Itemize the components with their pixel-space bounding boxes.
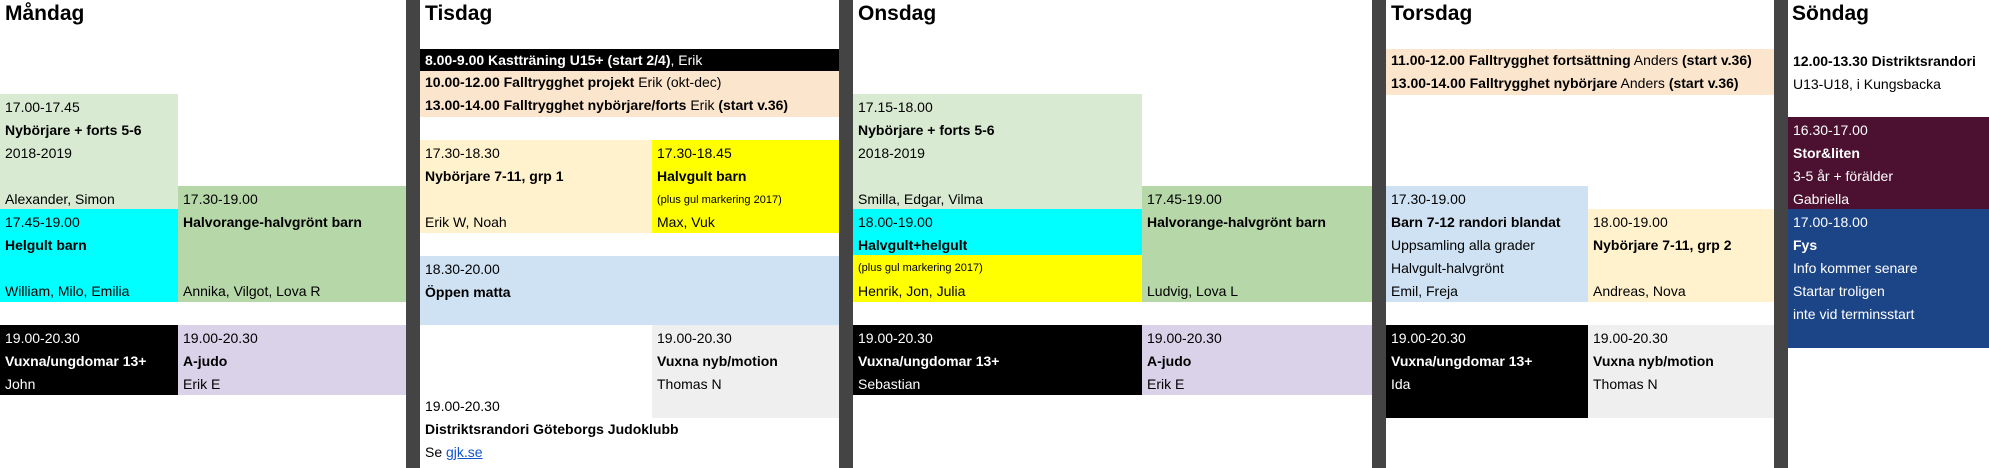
session-block: [1386, 325, 1588, 418]
session-instructors: Henrik, Jon, Julia: [858, 283, 966, 299]
session-title: Nybörjare 7-11, grp 2: [1593, 237, 1732, 253]
session-title: Vuxna/ungdomar 13+: [858, 353, 1000, 369]
session-years: 2018-2019: [5, 145, 72, 161]
session-time: 18.00-19.00: [1593, 214, 1668, 230]
session-block: [853, 94, 1142, 209]
session-row: [1386, 49, 1774, 95]
session-title: A-judo: [183, 353, 228, 369]
day-heading-tuesday: Tisdag: [425, 2, 493, 25]
session-time: 17.45-19.00: [1147, 191, 1222, 207]
session-row-start: (start v.36): [1682, 52, 1752, 68]
day-heading-wednesday: Onsdag: [858, 2, 937, 25]
session-time: 19.00-20.30: [1147, 330, 1222, 346]
session-block: [853, 255, 1142, 302]
session-instructors: Erik W, Noah: [425, 214, 507, 230]
session-info: Uppsamling alla grader: [1391, 237, 1535, 253]
session-block: [1788, 117, 1989, 209]
session-time: 17.30-18.30: [425, 145, 500, 161]
session-time: 17.30-18.45: [657, 145, 732, 161]
session-instructors: Andreas, Nova: [1593, 283, 1686, 299]
session-instructors: John: [5, 376, 36, 392]
session-block: [0, 94, 178, 209]
session-row-instructor: Anders: [1617, 75, 1669, 91]
session-info: Info kommer senare: [1793, 260, 1918, 276]
session-instructors: Alexander, Simon: [5, 191, 115, 207]
session-title: Distriktsrandori Göteborgs Judoklubb: [425, 421, 679, 437]
session-block: [420, 140, 652, 233]
session-row-title: 10.00-12.00 Falltrygghet projekt: [425, 74, 635, 90]
session-block: [178, 186, 406, 302]
session-block: [178, 325, 406, 395]
session-block: [1588, 325, 1774, 418]
session-info: inte vid terminsstart: [1793, 306, 1915, 322]
column-separator: [1774, 0, 1788, 468]
session-time: 19.00-20.30: [183, 330, 258, 346]
session-block: [1788, 49, 1989, 95]
session-row-title: 11.00-12.00 Falltrygghet fortsättning: [1391, 52, 1631, 68]
see-label: Se: [425, 444, 443, 460]
session-row: [420, 71, 839, 117]
session-time: 18.30-20.00: [425, 261, 500, 277]
session-link-line: [425, 443, 483, 461]
session-row: [420, 49, 839, 71]
column-separator: [839, 0, 853, 468]
session-info: Halvgult-halvgrönt: [1391, 260, 1504, 276]
session-block: [0, 325, 178, 395]
session-time: 19.00-20.30: [657, 330, 732, 346]
session-title: Halvgult+helgult: [858, 237, 968, 253]
session-info: Startar troligen: [1793, 283, 1885, 299]
session-row-title: 8.00-9.00 Kastträning U15+ (start 2/4): [425, 52, 671, 68]
session-title: Stor&liten: [1793, 145, 1860, 161]
session-row-start: (start v.36): [1668, 75, 1739, 91]
session-note: (plus gul markering 2017): [657, 194, 782, 206]
session-block: [1386, 186, 1588, 302]
session-row-instructor: Erik: [686, 97, 719, 113]
session-block: [420, 395, 839, 468]
session-instructors: Erik E: [1147, 376, 1185, 392]
session-block: [420, 256, 839, 325]
gjk-link[interactable]: gjk.se: [446, 444, 483, 460]
session-instructors: Gabriella: [1793, 191, 1850, 207]
session-title: Halvorange-halvgrönt barn: [1147, 214, 1326, 230]
session-instructors: Max, Vuk: [657, 214, 715, 230]
session-row-title: 12.00-13.30 Distriktsrandori: [1793, 53, 1976, 69]
session-title: Vuxna/ungdomar 13+: [1391, 353, 1533, 369]
session-block: [1142, 186, 1372, 302]
session-row-title: 13.00-14.00 Falltrygghet nybörjare: [1391, 75, 1618, 91]
session-instructors: Ludvig, Lova L: [1147, 283, 1239, 299]
column-separator: [406, 0, 420, 468]
session-title: Vuxna/ungdomar 13+: [5, 353, 147, 369]
session-time: 19.00-20.30: [1593, 330, 1668, 346]
session-title: Nybörjare 7-11, grp 1: [425, 168, 564, 184]
session-instructors: Emil, Freja: [1391, 283, 1458, 299]
session-time: 16.30-17.00: [1793, 122, 1868, 138]
session-instructors: Smilla, Edgar, Vilma: [858, 191, 984, 207]
session-block: [652, 140, 839, 233]
session-time: 17.30-19.00: [183, 191, 258, 207]
day-heading-monday: Måndag: [5, 2, 85, 25]
session-instructors: Thomas N: [657, 376, 722, 392]
session-row-instructor: Anders: [1630, 52, 1682, 68]
session-title: Helgult barn: [5, 237, 87, 253]
session-info: 3-5 år + förälder: [1793, 168, 1893, 184]
session-time: 19.00-20.30: [858, 330, 933, 346]
session-time: 19.00-20.30: [1391, 330, 1466, 346]
session-block: [1788, 209, 1989, 348]
session-note: (plus gul markering 2017): [858, 262, 983, 274]
day-heading-sunday: Söndag: [1792, 2, 1869, 25]
session-block: [0, 209, 178, 302]
session-time: 17.45-19.00: [5, 214, 80, 230]
session-time: 19.00-20.30: [5, 330, 80, 346]
session-block: [1588, 209, 1774, 302]
session-row-start: (start v.36): [718, 97, 789, 113]
session-instructors: Erik E: [183, 376, 221, 392]
session-title: A-judo: [1147, 353, 1192, 369]
session-block: [853, 325, 1142, 395]
session-time: 17.00-18.00: [1793, 214, 1868, 230]
session-title: Halvgult barn: [657, 168, 747, 184]
session-row-instructor: , Erik: [670, 52, 703, 68]
session-title: Vuxna nyb/motion: [1593, 353, 1714, 369]
session-time: 18.00-19.00: [858, 214, 933, 230]
session-title: Nybörjare + forts 5-6: [858, 122, 995, 138]
session-title: Nybörjare + forts 5-6: [5, 122, 142, 138]
session-title: Barn 7-12 randori blandat: [1391, 214, 1561, 230]
session-time: 17.00-17.45: [5, 99, 80, 115]
session-time: 17.15-18.00: [858, 99, 933, 115]
session-title: Fys: [1793, 237, 1818, 253]
session-instructors: William, Milo, Emilia: [5, 283, 130, 299]
session-block: [853, 209, 1142, 255]
session-title: Öppen matta: [425, 284, 511, 300]
session-info: U13-U18, i Kungsbacka: [1793, 76, 1941, 92]
session-row-instructor: Erik (okt-dec): [634, 74, 722, 90]
session-block: [1142, 325, 1372, 395]
session-instructors: Sebastian: [858, 376, 921, 392]
session-instructors: Annika, Vilgot, Lova R: [183, 283, 321, 299]
day-heading-thursday: Torsdag: [1391, 2, 1473, 25]
session-time: 19.00-20.30: [425, 398, 500, 414]
session-time: 17.30-19.00: [1391, 191, 1466, 207]
session-title: Halvorange-halvgrönt barn: [183, 214, 362, 230]
session-block: [420, 325, 652, 395]
session-instructors: Ida: [1391, 376, 1411, 392]
session-row-title: 13.00-14.00 Falltrygghet nybörjare/forts: [425, 97, 687, 113]
session-years: 2018-2019: [858, 145, 925, 161]
session-title: Vuxna nyb/motion: [657, 353, 778, 369]
session-instructors: Thomas N: [1593, 376, 1658, 392]
column-separator: [1372, 0, 1386, 468]
